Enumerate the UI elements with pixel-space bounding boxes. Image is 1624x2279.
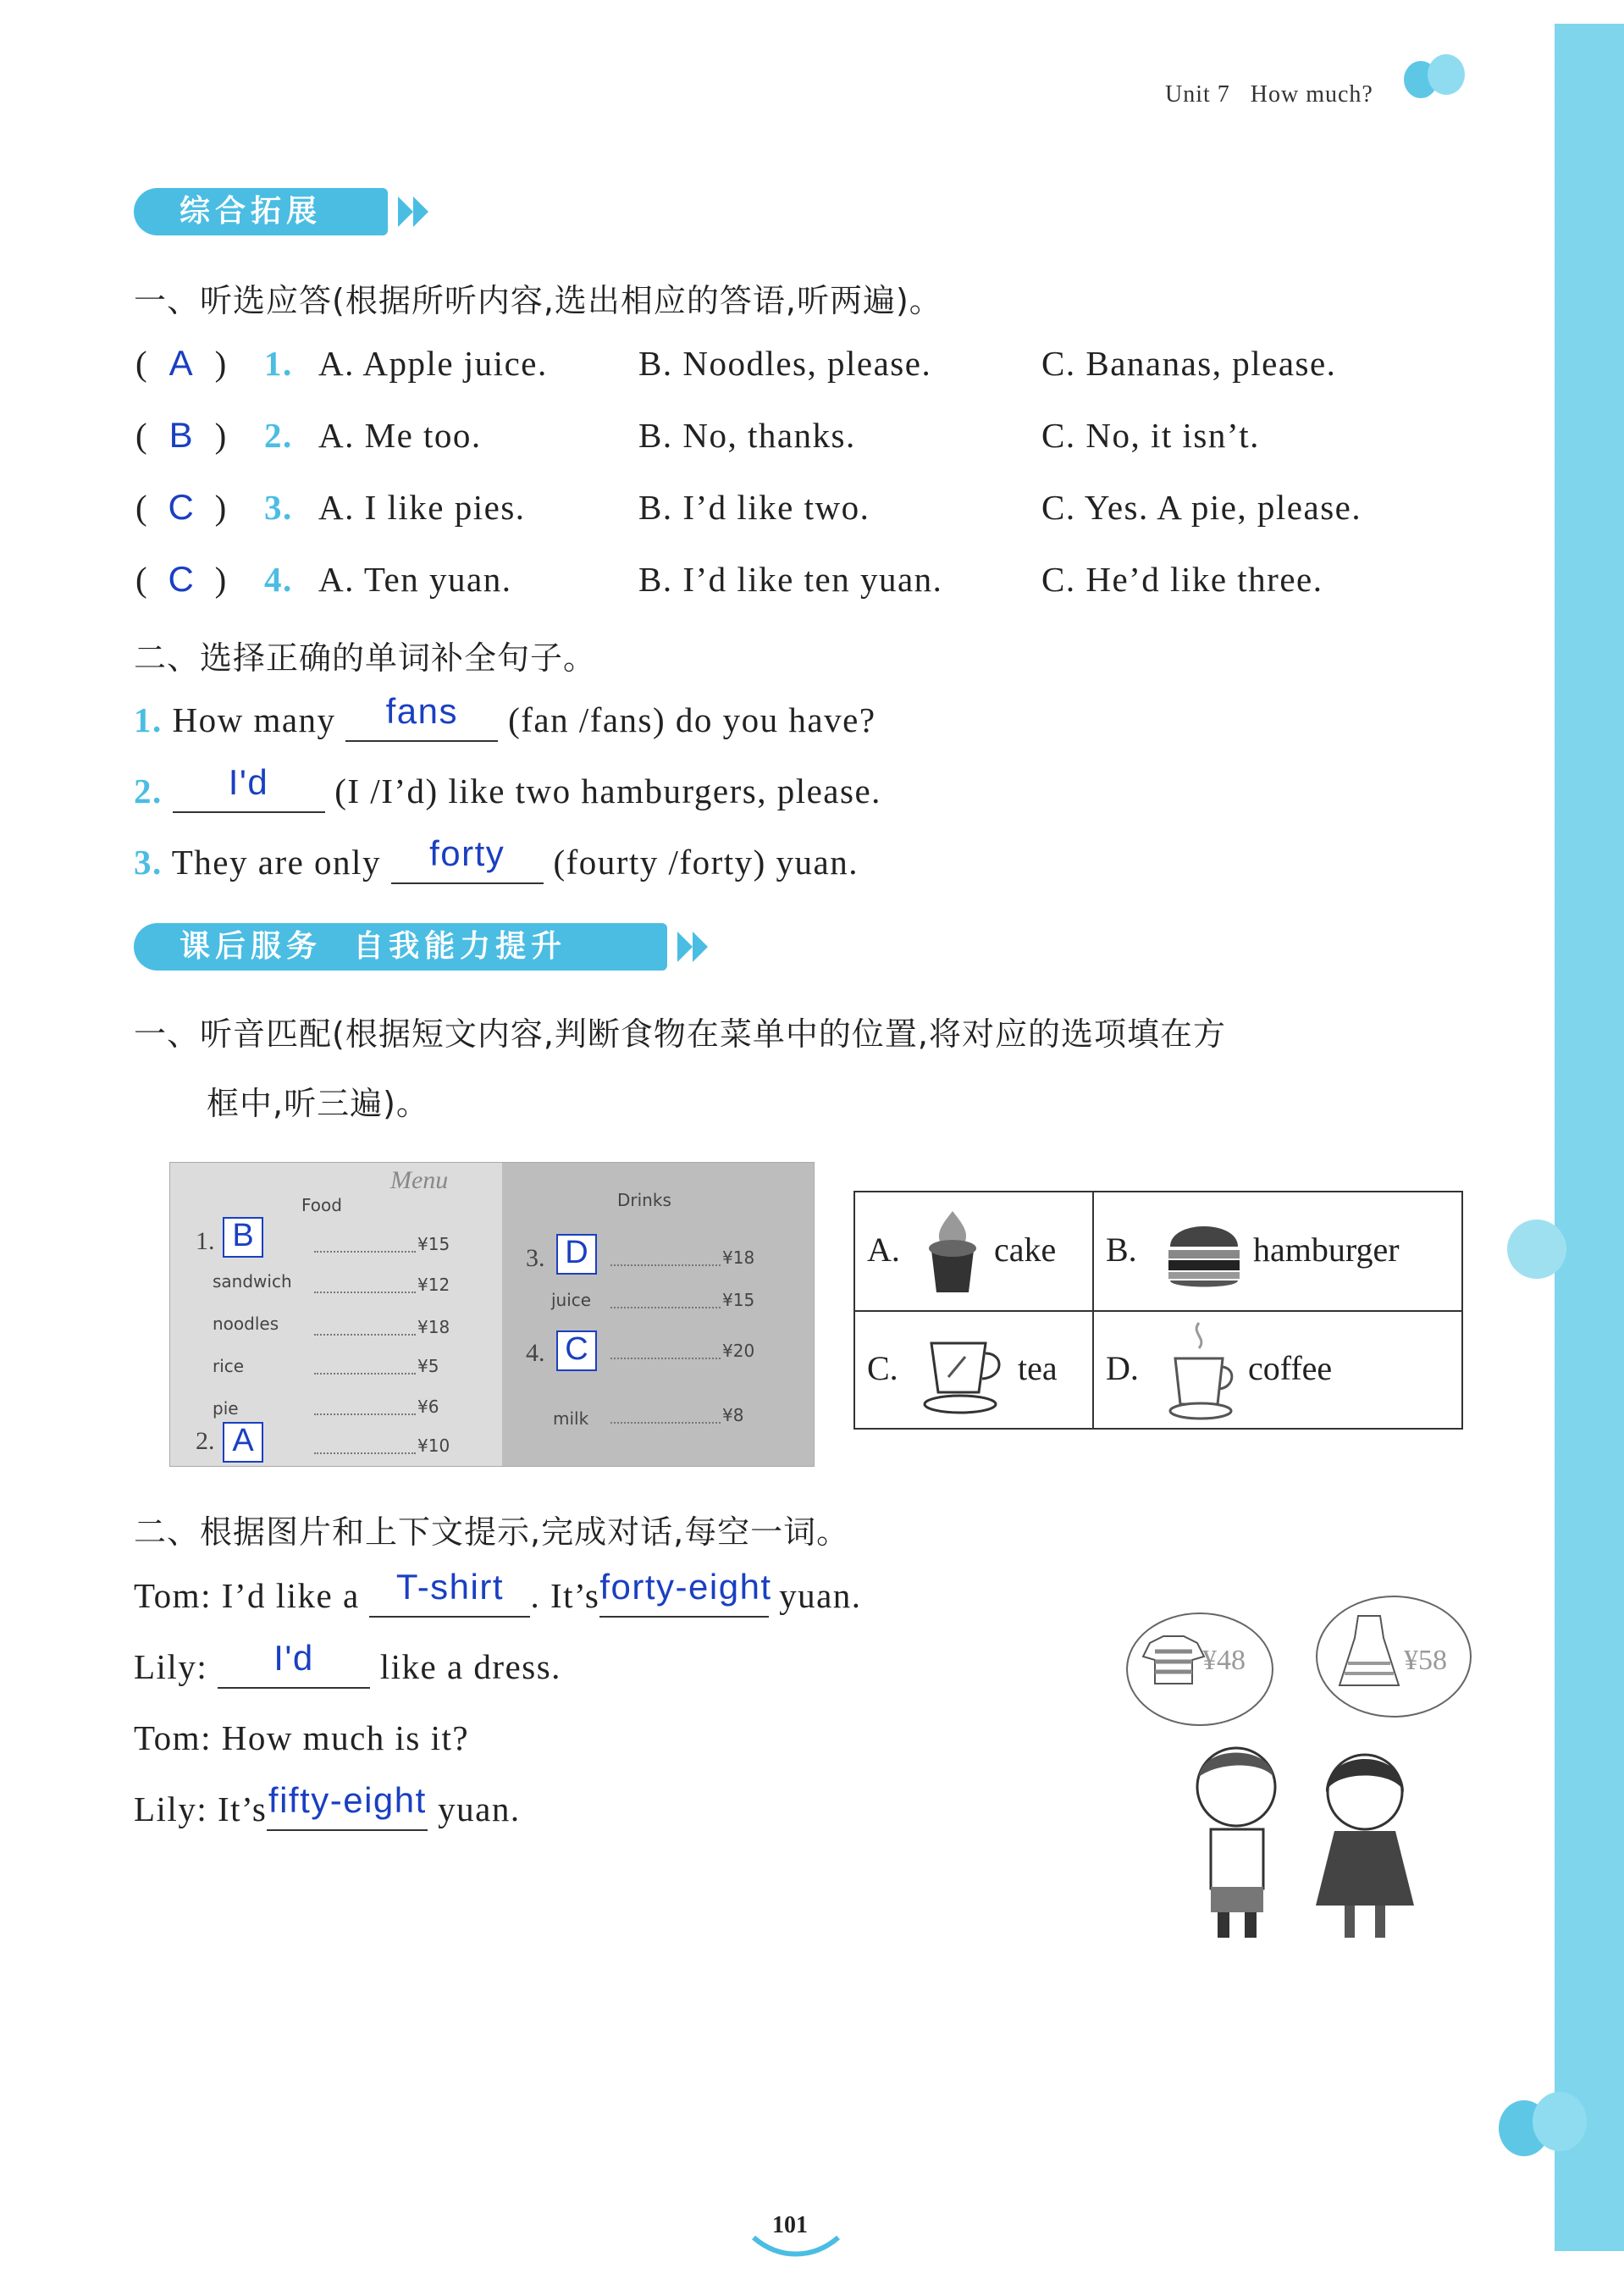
page-header: [1165, 81, 1373, 108]
answer: I'd: [228, 762, 269, 802]
option-c: C. No, it isn’t.: [1041, 416, 1260, 455]
sentence-text: (I /I’d) like two hamburgers, please.: [334, 772, 881, 810]
menu-item-label: pie: [213, 1398, 239, 1419]
option-b: B. I’d like two.: [638, 488, 870, 527]
question-number: 4.: [264, 560, 293, 599]
menu-dots: [610, 1358, 721, 1359]
option-letter: C.: [867, 1349, 898, 1387]
option-a: A. I like pies.: [318, 488, 526, 527]
unit-title: How much?: [1250, 81, 1373, 108]
option-b: B. Noodles, please.: [638, 344, 932, 383]
menu-price: ¥20: [722, 1341, 755, 1361]
instruction: 一、听音匹配(根据短文内容,判断食物在菜单中的位置,将对应的选项填在方: [134, 1015, 1226, 1053]
answer-blank: [173, 762, 325, 813]
menu-image: [169, 1162, 815, 1467]
balloon-icon: [1533, 2092, 1587, 2151]
menu-dots: [314, 1251, 416, 1253]
menu-price: ¥15: [722, 1290, 755, 1310]
option-letter: B.: [1106, 1231, 1137, 1269]
menu-price: ¥15: [417, 1234, 450, 1254]
arrow-icon: [413, 196, 428, 227]
arrow-icon: [398, 196, 413, 227]
instruction: 二、选择正确的单词补全句子。: [134, 639, 597, 677]
answer-box: C: [556, 1330, 597, 1371]
option-c: C. Yes. A pie, please.: [1041, 488, 1362, 527]
question-number: 1.: [134, 700, 163, 739]
price-label: ¥48: [1202, 1645, 1246, 1676]
menu-title: Menu: [390, 1166, 449, 1194]
answer: A: [168, 343, 193, 383]
menu-dots: [610, 1264, 721, 1266]
menu-item-label: milk: [553, 1408, 589, 1429]
arrow-icon: [677, 932, 693, 962]
menu-price: ¥5: [417, 1356, 439, 1376]
dress-icon: [1338, 1612, 1400, 1689]
menu-drinks-header: Drinks: [617, 1190, 671, 1210]
answer-paren: ( A ): [135, 343, 227, 383]
section-banner-comprehensive: [134, 188, 388, 235]
answer: forty-eight: [599, 1567, 772, 1607]
dialog-line: [134, 1718, 469, 1758]
tea-icon: [923, 1326, 1008, 1419]
speaker: Tom:: [134, 1718, 212, 1757]
question-number: 3.: [134, 843, 163, 882]
menu-item-label: noodles: [213, 1314, 279, 1334]
cake-icon: [923, 1206, 982, 1299]
menu-dots: [610, 1422, 721, 1424]
answer-blank: [599, 1567, 772, 1618]
menu-price: ¥18: [722, 1247, 755, 1268]
answer-blank: [391, 833, 544, 884]
menu-price: ¥18: [417, 1317, 450, 1337]
fill-sentence: [134, 833, 859, 884]
sentence-text: They are only: [171, 843, 381, 882]
menu-food-header: Food: [301, 1195, 342, 1215]
question-number: 1.: [264, 344, 293, 383]
balloon-icon: [1428, 54, 1465, 95]
answer: T-shirt: [395, 1567, 505, 1607]
speaker: Lily:: [134, 1647, 208, 1686]
menu-price: ¥8: [722, 1405, 744, 1425]
instruction: 框中,听三遍)。: [207, 1085, 429, 1122]
option-c: C. He’d like three.: [1041, 560, 1323, 599]
option-word: hamburger: [1253, 1231, 1400, 1269]
menu-dots: [610, 1307, 721, 1308]
section-banner-after-class: [134, 923, 667, 971]
question-number: 2.: [264, 416, 293, 455]
question-number: 3.: [264, 488, 293, 527]
girl-character-icon: [1507, 1220, 1566, 1279]
unit-label: Unit 7: [1165, 81, 1230, 108]
answer-blank: [369, 1567, 530, 1618]
menu-item-label: juice: [551, 1290, 592, 1310]
price-label: ¥58: [1404, 1645, 1447, 1676]
option-word: coffee: [1248, 1349, 1333, 1387]
section-banner-label: 课后服务 自我能力提升: [180, 929, 567, 964]
menu-price: ¥10: [417, 1435, 450, 1456]
menu-price: ¥6: [417, 1397, 439, 1417]
menu-item-label: sandwich: [213, 1271, 292, 1292]
children-illustration: [1168, 1736, 1490, 1948]
page-number-decoration: [745, 2234, 847, 2260]
menu-item-label: 4.: [526, 1339, 545, 1367]
answer: I'd: [273, 1638, 314, 1678]
sentence-text: (fourty /forty) yuan.: [553, 843, 859, 882]
instruction: 二、根据图片和上下文提示,完成对话,每空一词。: [134, 1513, 850, 1551]
answer-blank: [345, 691, 498, 742]
speaker: Lily:: [134, 1789, 208, 1828]
dialog-text: yuan.: [779, 1576, 862, 1615]
dialog-line: [134, 1567, 862, 1618]
option-b: B. I’d like ten yuan.: [638, 560, 943, 599]
option-table: [853, 1191, 1463, 1430]
option-a: A. Apple juice.: [318, 344, 548, 383]
fill-sentence: [134, 762, 881, 813]
answer: C: [168, 559, 194, 599]
menu-item-label: 2.: [196, 1427, 215, 1455]
answer: fifty-eight: [268, 1780, 427, 1820]
answer-blank: [218, 1638, 370, 1689]
menu-dots: [314, 1373, 416, 1375]
sentence-text: (fan /fans) do you have?: [508, 700, 876, 739]
option-b: B. No, thanks.: [638, 416, 856, 455]
menu-dots: [314, 1452, 416, 1454]
sentence-text: How many: [172, 700, 336, 739]
option-c: C. Bananas, please.: [1041, 344, 1337, 383]
answer-paren: ( C ): [135, 559, 227, 599]
answer: B: [168, 415, 193, 455]
option-letter: A.: [867, 1231, 900, 1269]
answer: C: [168, 487, 194, 527]
menu-dots: [314, 1413, 416, 1415]
menu-item-label: 1.: [196, 1227, 215, 1255]
answer-blank: [267, 1780, 428, 1831]
menu-dots: [314, 1334, 416, 1336]
menu-price: ¥12: [417, 1275, 450, 1295]
tshirt-icon: [1141, 1635, 1206, 1685]
answer: fans: [385, 691, 458, 731]
instruction: 一、听选应答(根据所听内容,选出相应的答语,听两遍)。: [134, 282, 942, 319]
option-word: cake: [994, 1231, 1057, 1269]
section-banner-label: 综合拓展: [180, 194, 323, 229]
arrow-icon: [693, 932, 708, 962]
dialog-line: [134, 1780, 521, 1831]
speaker: Tom:: [134, 1576, 212, 1615]
dialog-line: [134, 1638, 561, 1689]
side-decoration: [1555, 24, 1624, 2251]
option-a: A. Me too.: [318, 416, 482, 455]
dialog-text: . It’s: [530, 1576, 600, 1615]
dialog-text: It’s: [217, 1789, 268, 1828]
dialog-text: like a dress.: [379, 1647, 561, 1686]
coffee-icon: [1168, 1319, 1236, 1423]
option-letter: D.: [1106, 1349, 1139, 1387]
answer-box: D: [556, 1234, 597, 1275]
menu-item-label: rice: [213, 1356, 245, 1376]
side-decoration-edge: [1546, 24, 1563, 2251]
answer-paren: ( B ): [135, 415, 227, 455]
table-divider: [855, 1310, 1461, 1312]
option-word: tea: [1018, 1349, 1058, 1387]
page-number: 101: [772, 2212, 808, 2238]
answer-box: A: [223, 1422, 263, 1463]
dialog-text: I’d like a: [221, 1576, 360, 1615]
fill-sentence: [134, 691, 876, 742]
option-a: A. Ten yuan.: [318, 560, 512, 599]
answer: forty: [429, 833, 505, 873]
dialog-text: How much is it?: [221, 1718, 470, 1757]
dialog-text: yuan.: [438, 1789, 521, 1828]
menu-item-label: 3.: [526, 1244, 545, 1272]
answer-paren: ( C ): [135, 487, 227, 527]
hamburger-icon: [1163, 1211, 1245, 1292]
question-number: 2.: [134, 772, 163, 810]
menu-dots: [314, 1292, 416, 1293]
answer-box: B: [223, 1217, 263, 1258]
